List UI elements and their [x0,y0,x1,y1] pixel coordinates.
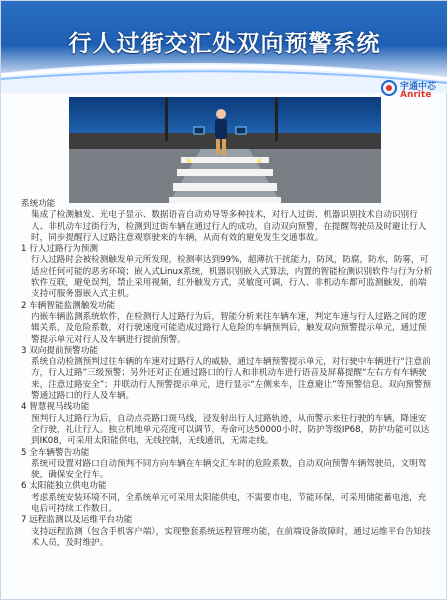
header-banner [1,1,447,81]
logo-en-text: Anrite [400,90,432,100]
section-2-heading: 2 车辆智能监测触发功能 [21,300,116,311]
crosswalk-illustration [69,97,381,203]
page-title: 行人过街交汇处双向预警系统 [68,31,381,57]
section-5-heading: 5 全车辆警告功能 [21,447,90,458]
section-6-heading: 6 太阳能独立供电功能 [21,481,107,492]
section-3-heading: 3 双向提前预警功能 [21,345,98,356]
section-6-text: 考虑系统安装环境不同，全系统单元可采用太阳能供电，不需要市电，节能环保，可采用储能蓄电池，充电后可持续工作数日。 [31,492,427,515]
section-4-heading: 4 智慧视马线功能 [21,402,90,413]
section-7-heading: 7 远程监测以及运维平台功能 [21,515,133,526]
section-3-text: 系统自动检测预判过往车辆的车速对过路行人的威胁，通过车辆预警提示单元，对行驶中车辆进行“注意前方，行人过路”三级预警；另外还对正在通过路口的行人和非机动车进行语音及屏幕提醒“左右方有车辆驶来，注意过路安全”；并联动行人预警提示单元，进行显示“左侧来车，注意避让”等预警信息。双向预警预警通过路口的行人及车辆。 [31,357,432,402]
section-7-text: 支持远程监测（包含手机客户端），实现整套系统远程管理功能，在前端设备故障时，通过运维平台告知技术人员，及时维护。 [31,526,431,548]
section-5-text: 系统可设置对路口自动预判不同方向车辆在车辆交汇车时的危险系数，自动双向预警车辆驾驶员，文明驾驶，确保安全行车。 [31,458,427,481]
company-logo [381,77,441,105]
content [21,199,433,549]
overview-text: 集成了检测触发、光电子显示、数据语音自动劝导等多种技术，对行人过街、机器识别技术自动识别行人、非机动车过街行为，检测到过街车辆在通过行人的成功，自动双向预警，在提醒驾驶员及时避让行人时，同步提醒行人过路注意观察驶来的车辆，从而有效的避免发生交通事故。 [31,210,427,243]
section-4-text: 预判行人过路行为后，自动点亮路口斑马线，浸发射出行人过路轨迹，从而警示来往行驶的车辆，降速安全行驶，礼让行人。独立机地单元亮度可以调节，寿命可达50000小时，防护等级IP68，防护功能可以达到IK08，可采用太阳能供电，无线控制，无线通讯，无需走线。 [31,413,430,447]
logo-mark-icon [381,80,397,96]
overview-heading: 系统功能 [21,199,56,209]
section-1-heading: 1 行人过路行为预测 [21,244,98,255]
section-1-text: 行人过路时会被检测触发单元所发现，检测率达到99%，超薄抗干扰能力，防风，防腐，防水，防雾，可适应任何可能的恶劣环境；嵌入式Linux系统，机器识别嵌入式算法，内置的智能检测识别软件与行为分析软件互联，避免误判，禁止采用视频，红外触发方式，灵敏度可调，行人、非机动车都可监测触发，前端支持可服务器嵌入式主机。 [31,255,433,300]
section-2-text: 内嵌车辆监测系统软件，在检测行人过路行为后，智能分析来往车辆车速，判定车速与行人过路之间的逻辑关系，及危险系数，对行驶速度可能造成过路行人危险的车辆预判后，触发双向预警提示单元，通过预警提示单元对行人及车辆进行提前预警。 [31,311,427,345]
logo-cn-text: 宇通中芯 [400,82,437,92]
